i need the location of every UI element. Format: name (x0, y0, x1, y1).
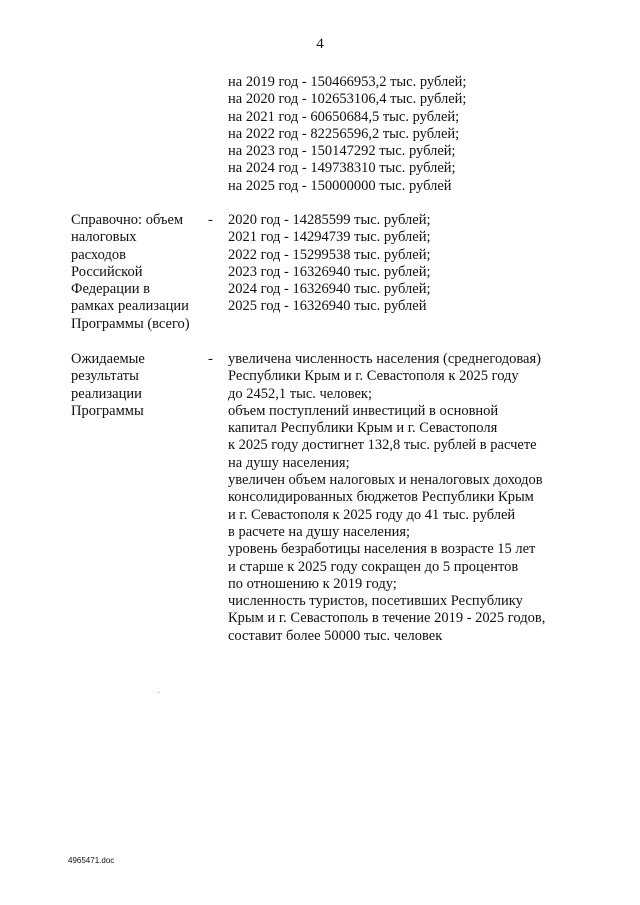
label-line: Ожидаемые (71, 351, 145, 367)
scan-speck (158, 692, 159, 693)
value-line: увеличен объем налоговых и неналоговых доходов (228, 472, 543, 489)
label-line: Справочно: объем (71, 212, 184, 228)
label-line: расходов (71, 246, 126, 263)
value-line: численность туристов, посетивших Республику (228, 593, 523, 610)
value-line: объем поступлений инвестиций в основной (228, 402, 499, 419)
funding-line: на 2022 год - 82256596,2 тыс. рублей; (228, 125, 460, 142)
label-line: результаты (71, 368, 139, 385)
label-line: Программы (71, 402, 144, 419)
funding-line: на 2023 год - 150147292 тыс. рублей; (228, 143, 456, 160)
funding-line: на 2021 год - 60650684,5 тыс. рублей; (228, 108, 460, 125)
value-line: 2024 год - 16326940 тыс. рублей; (228, 281, 431, 298)
value-line: капитал Республики Крым и г. Севастополя (228, 420, 498, 437)
value-line: по отношению к 2019 году; (228, 575, 397, 592)
expected-results-values (228, 351, 545, 645)
expected-results-label (71, 351, 145, 420)
value-line: 2023 год - 16326940 тыс. рублей; (228, 263, 431, 280)
label-line: Федерации в (71, 281, 150, 298)
file-name-footer: 4965471.doc (68, 856, 115, 865)
tax-expenditure-label (71, 212, 190, 333)
funding-line: на 2025 год - 150000000 тыс. рублей (228, 177, 452, 194)
value-line: на душу населения; (228, 454, 350, 471)
value-line: и г. Севастополя к 2025 году до 41 тыс. рублей (228, 506, 516, 523)
funding-line: на 2020 год - 102653106,4 тыс. рублей; (228, 91, 467, 108)
value-line: 2022 год - 15299538 тыс. рублей; (228, 246, 431, 263)
label-line: налоговых (71, 229, 137, 246)
label-line: рамках реализации (71, 298, 189, 315)
value-line: Республики Крым и г. Севастополя к 2025 году (228, 368, 519, 385)
label-line: Российской (71, 263, 143, 280)
value-line: и старше к 2025 году сокращен до 5 процентов (228, 558, 519, 575)
funding-line: на 2024 год - 149738310 тыс. рублей; (228, 160, 456, 177)
value-line: в расчете на душу населения; (228, 523, 411, 540)
value-line: составит более 50000 тыс. человек (228, 627, 443, 644)
value-line: к 2025 году достигнет 132,8 тыс. рублей в расчете (228, 437, 537, 454)
value-line: Крым и г. Севастополь в течение 2019 - 2025 годов, (228, 610, 546, 627)
label-line: Программы (всего) (71, 315, 190, 332)
funding-list (228, 74, 466, 195)
value-line: 2021 год - 14294739 тыс. рублей; (228, 229, 431, 246)
value-line: 2025 год - 16326940 тыс. рублей (228, 298, 427, 315)
label-line: реализации (71, 385, 142, 402)
tax-expenditure-values (228, 212, 430, 316)
value-line: увеличена численность населения (среднегодовая) (228, 351, 541, 367)
tax-section-dash: - (208, 212, 213, 228)
results-section-dash: - (208, 351, 213, 367)
value-line: до 2452,1 тыс. человек; (228, 385, 373, 402)
value-line: 2020 год - 14285599 тыс. рублей; (228, 212, 431, 228)
value-line: уровень безработицы населения в возрасте 15 лет (228, 541, 536, 558)
page-number: 4 (316, 36, 324, 52)
value-line: консолидированных бюджетов Республики Крым (228, 489, 534, 506)
funding-line: на 2019 год - 150466953,2 тыс. рублей; (228, 74, 467, 90)
